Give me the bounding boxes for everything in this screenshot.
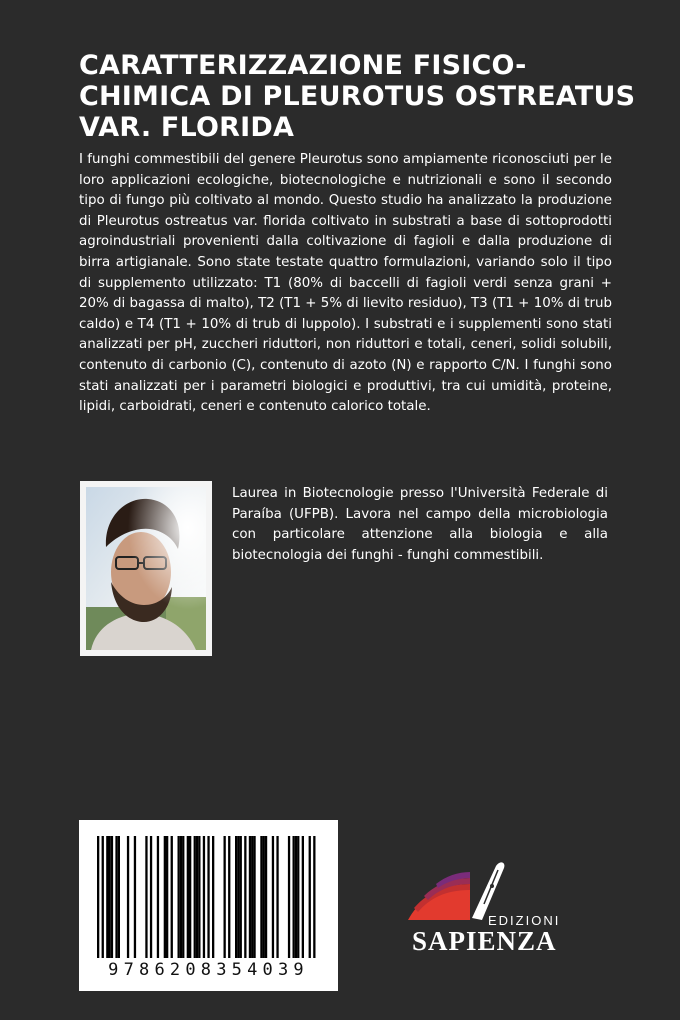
barcode-bar: [109, 836, 111, 958]
barcode-bar: [102, 836, 104, 958]
barcode-bar: [228, 836, 230, 958]
barcode-bar: [235, 836, 237, 958]
barcode-bar: [187, 836, 189, 958]
barcode-bar: [244, 836, 246, 958]
barcode-bar: [302, 836, 304, 958]
barcode-bar: [297, 836, 299, 958]
barcode-bar: [288, 836, 290, 958]
author-bio: Laurea in Biotecnologie presso l'Università Federale di Paraíba (UFPB). Lavora nel campo della microbiologia con particolare attenzione alla biologia e alla biotecnologia dei funghi - funghi commestibili.: [232, 486, 608, 563]
barcode-bar: [240, 836, 242, 958]
barcode-bar: [189, 836, 191, 958]
barcode-bar: [180, 836, 182, 958]
publisher-logo: [400, 858, 570, 968]
author-photo-frame: [80, 481, 212, 656]
barcode-bar: [171, 836, 173, 958]
barcode-bar: [293, 836, 295, 958]
barcode-bar: [313, 836, 315, 958]
barcode-bar: [145, 836, 147, 958]
barcode-bar: [203, 836, 205, 958]
barcode-bar: [260, 836, 262, 958]
barcode-bar: [309, 836, 311, 958]
barcode-bar: [106, 836, 108, 958]
barcode-bar: [249, 836, 251, 958]
book-abstract: I funghi commestibili del genere Pleurotus sono ampiamente riconosciuti per le loro applicazioni ecologiche, biotecnologiche e nutrizionali e sono il secondo tipo di fungo più coltivato al mondo. Questo studio ha analizzato la produzione di Pleurotus ostreatus var. florida coltivato in substrati a base di sottoprodotti agroindustriali provenienti dalla coltivazione di fagioli e dalla produzione di birra artigianale. Sono state testate quattro formulazioni, variando solo il tipo di supplemento utilizzato: T1 (80% di baccelli di fagioli verdi senza grani + 20% di bagassa di malto), T2 (T1 + 5% di lievito residuo), T3 (T1 + 10% di trub caldo) e T4 (T1 + 10% di trub di luppolo). I substrati e i supplementi sono stati analizzati per pH, zuccheri riduttori, non riduttori e totali, ceneri, solidi solubili, contenuto di carbonio (C), contenuto di azoto (N) e rapporto C/N. I funghi sono stati analizzati per i parametri biologici e produttivi, tra cui umidità, proteine, lipidi, carboidrati, ceneri e contenuto calorico totale.: [79, 152, 612, 415]
barcode-bar: [178, 836, 180, 958]
isbn-barcode: [79, 820, 338, 991]
book-title: CARATTERIZZAZIONE FISICO-CHIMICA DI PLEUROTUS OSTREATUS VAR. FLORIDA: [79, 50, 636, 143]
barcode-bar: [111, 836, 113, 958]
barcode-bar: [198, 836, 200, 958]
publisher-prefix: EDIZIONI: [488, 913, 561, 928]
barcode-bar: [166, 836, 168, 958]
barcode-bar: [127, 836, 129, 958]
barcode-bar: [196, 836, 198, 958]
barcode-bar: [164, 836, 166, 958]
barcode-bar: [224, 836, 226, 958]
barcode-bar: [207, 836, 209, 958]
barcode-bar: [265, 836, 267, 958]
barcode-bar: [97, 836, 99, 958]
publisher-name: SAPIENZA: [412, 926, 557, 956]
barcode-bar: [182, 836, 184, 958]
barcode-bar: [253, 836, 255, 958]
barcode-bar: [237, 836, 239, 958]
barcode-bar: [272, 836, 274, 958]
barcode-bar: [276, 836, 278, 958]
barcode-bar: [251, 836, 253, 958]
barcode-bar: [295, 836, 297, 958]
isbn-digits: 9786208354039: [108, 960, 309, 980]
barcode-bar: [134, 836, 136, 958]
barcode-bar: [118, 836, 120, 958]
barcode-bar: [150, 836, 152, 958]
barcode-bar: [157, 836, 159, 958]
author-photo: [86, 487, 206, 650]
barcode-bar: [115, 836, 117, 958]
barcode-bar: [194, 836, 196, 958]
barcode-bar: [263, 836, 265, 958]
barcode-bar: [212, 836, 214, 958]
